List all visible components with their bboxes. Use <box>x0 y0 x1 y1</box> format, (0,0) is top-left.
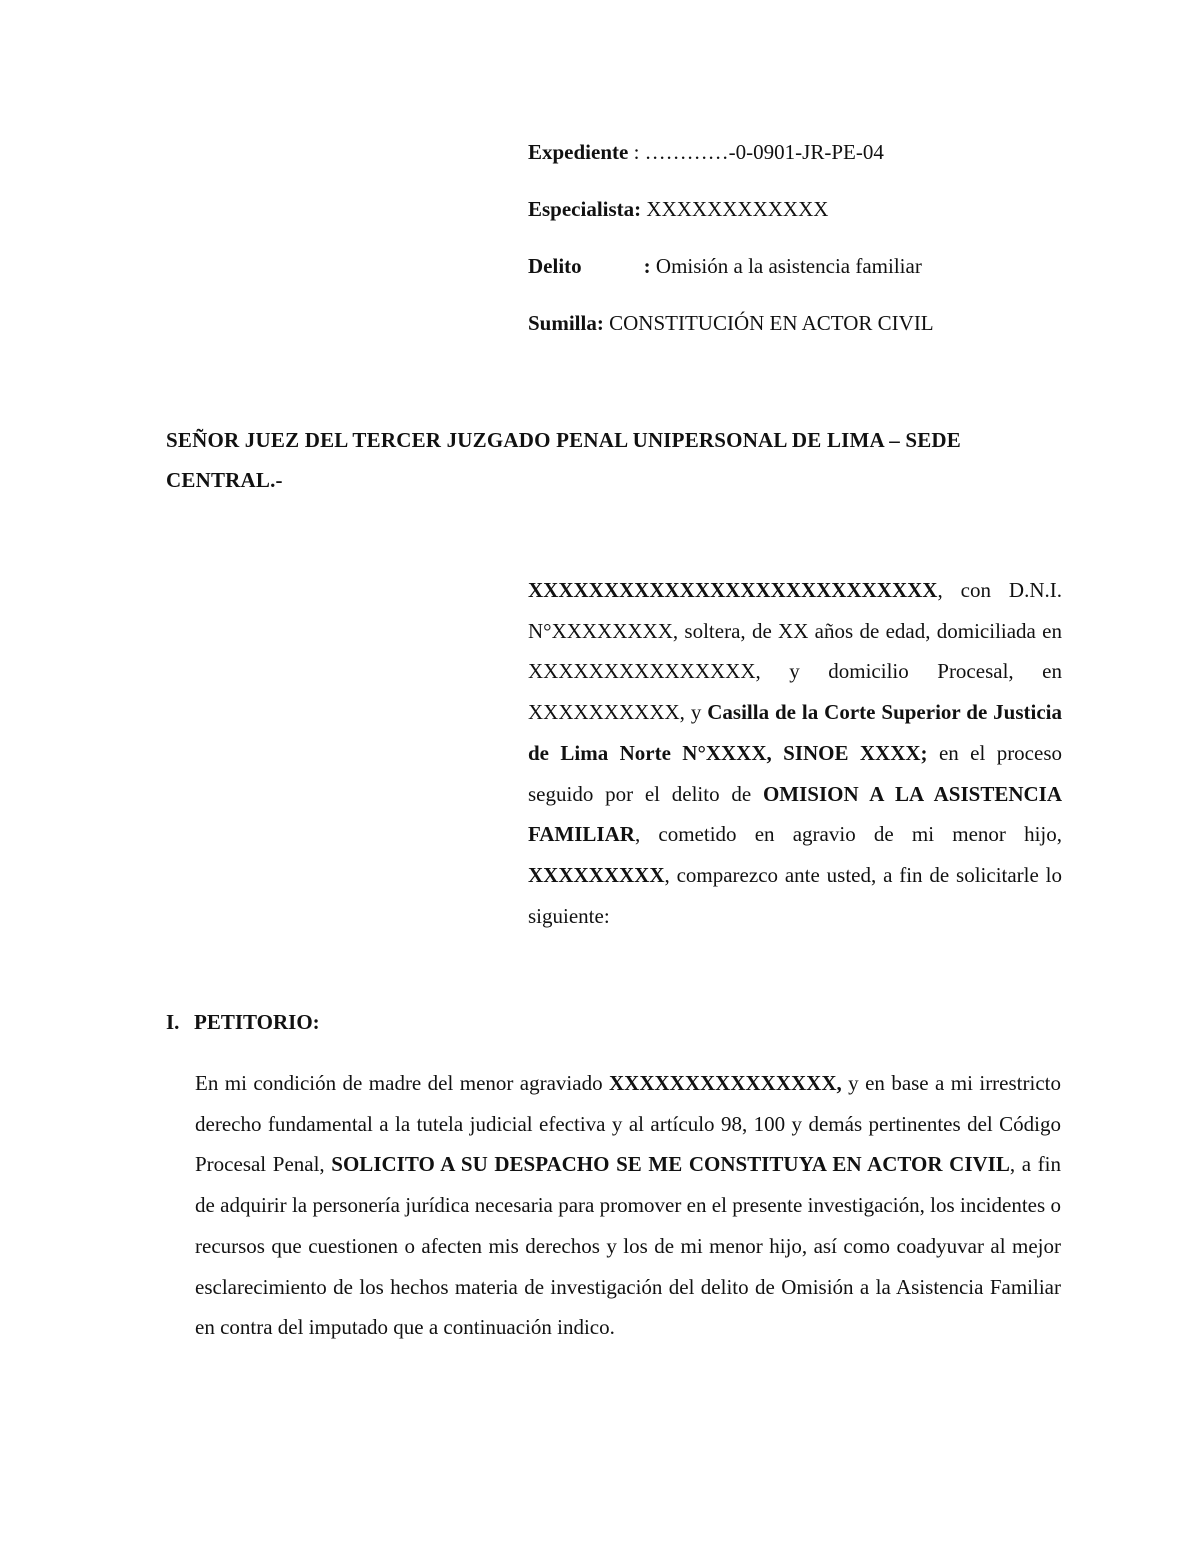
delito-value: Omisión a la asistencia familiar <box>650 254 922 278</box>
party-name: XXXXXXXXXXXXXXXXXXXXXXXXXXX <box>528 578 938 602</box>
party-text-4: , comparezco ante usted, a fin de solicitarle lo siguiente: <box>528 862 1062 928</box>
especialista-value: XXXXXXXXXXXX <box>641 197 829 221</box>
expediente-line <box>528 140 884 165</box>
party-delito: OMISION A LA ASISTENCIA FAMILIAR <box>528 781 1063 847</box>
party-introduction <box>528 570 1062 936</box>
sumilla-label: Sumilla: <box>528 311 604 335</box>
sumilla-line <box>528 311 934 336</box>
section-heading-petitorio <box>166 1010 320 1035</box>
addressee-heading: SEÑOR JUEZ DEL TERCER JUZGADO PENAL UNIPERSONAL DE LIMA – SEDE CENTRAL.- <box>166 428 962 492</box>
especialista-line <box>528 197 828 222</box>
petitorio-text-3: , a fin de adquirir la personería jurídica necesaria para promover en el presente investigación, los incidentes o recursos que cuestionen o afecten mis derechos y los de mi menor hijo, así como coadyuvar al mejor esclarecimiento de los hechos materia de investigación del delito de Omisión a la Asistencia Familiar en contra del imputado que a continuación indico. <box>195 1152 1061 1340</box>
petitorio-request: SOLICITO A SU DESPACHO SE ME CONSTITUYA EN ACTOR CIVIL <box>331 1152 1010 1177</box>
expediente-value: : …………-0-0901-JR-PE-04 <box>628 140 884 164</box>
party-text-1: , con D.N.I. N°XXXXXXXX, soltera, de XX años de edad, domiciliada en XXXXXXXXXXXXXXX, y domicilio Procesal, en XXXXXXXXXX, y <box>528 578 1062 725</box>
party-text-3: , cometido en agravio de mi menor hijo, <box>634 822 1062 847</box>
delito-separator: : <box>643 254 651 278</box>
delito-line <box>528 254 922 279</box>
expediente-label: Expediente <box>528 140 629 164</box>
delito-label: Delito <box>528 254 582 278</box>
petitorio-minor-name: XXXXXXXXXXXXXXX, <box>609 1071 842 1095</box>
party-text-2: en el proceso seguido por el delito de <box>528 740 1062 806</box>
petitorio-paragraph <box>195 1063 1061 1348</box>
sumilla-value: CONSTITUCIÓN EN ACTOR CIVIL <box>603 311 934 335</box>
petitorio-text-2: y en base a mi irrestricto derecho fundamental a la tutela judicial efectiva y al artículo 98, 100 y demás pertinentes del Código Procesal Penal, <box>195 1071 1061 1177</box>
party-casilla: Casilla de la Corte Superior de Justicia de Lima Norte N°XXXX, SINOE XXXX; <box>528 700 1063 765</box>
section-title: PETITORIO: <box>194 1010 320 1034</box>
especialista-label: Especialista: <box>528 197 642 221</box>
petitorio-text-1: En mi condición de madre del menor agraviado <box>195 1071 610 1095</box>
section-number: I. <box>166 1010 180 1034</box>
party-child-name: XXXXXXXXX <box>528 862 665 887</box>
